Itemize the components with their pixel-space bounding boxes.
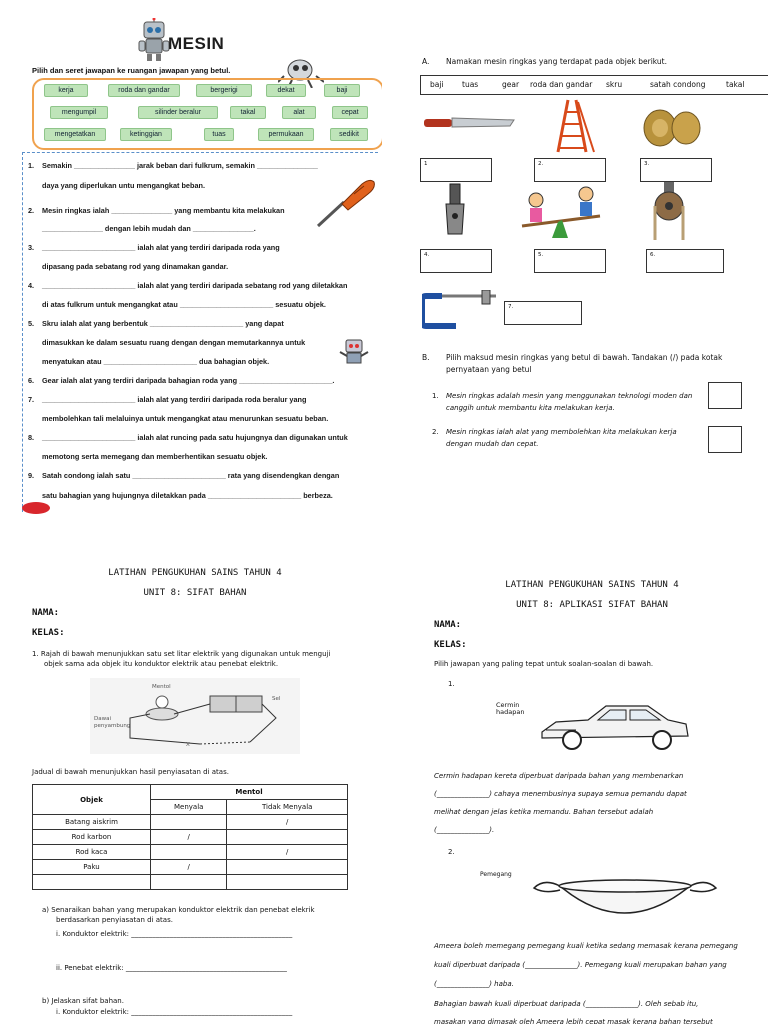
doorknob-icon	[642, 104, 704, 150]
table-row	[33, 875, 348, 890]
word-chip[interactable]: mengumpil	[50, 106, 108, 119]
instruction-text: Pilih dan seret jawapan ke ruangan jawapan yang betul.	[32, 66, 231, 75]
table-caption: Jadual di bawah menunjukkan hasil penyiasatan di atas.	[32, 768, 229, 776]
question-line: dimasukkan ke dalam sesuatu ruang dengan dengan memutarkannya untuk	[42, 338, 306, 347]
answer-box[interactable]: 6.	[646, 249, 724, 273]
can-opener-icon	[442, 182, 468, 240]
header-mentol: Mentol	[151, 785, 348, 800]
section-a-instruction: Namakan mesin ringkas yang terdapat pada objek berikut.	[446, 57, 667, 66]
section-a-label: A.	[422, 57, 430, 66]
unit-title: UNIT 8: APLIKASI SIFAT BAHAN	[516, 600, 668, 610]
table-cell	[227, 830, 348, 845]
table-row	[33, 845, 348, 860]
table-cell: Batang aiskrim	[33, 815, 151, 830]
word-chip[interactable]: kerja	[44, 84, 88, 97]
word-chip[interactable]: tuas	[204, 128, 234, 141]
question-text: b) Jelaskan sifat bahan.	[42, 997, 124, 1005]
answer-line[interactable]: ii. Penebat elektrik: ______________________________________________	[56, 964, 287, 972]
diagram-label-mentol: Mentol	[152, 684, 171, 690]
table-row	[33, 860, 348, 875]
decoration-icon	[20, 500, 52, 516]
word-chip[interactable]: silinder beralur	[138, 106, 218, 119]
paragraph-line: (_______________) haba.	[434, 980, 514, 988]
page-title: MESIN	[168, 34, 225, 53]
table-cell	[151, 845, 227, 860]
diagram-label-dawai: Dawai	[94, 716, 112, 722]
question-line: 4. _______________________ ialah alat yang terdiri daripada sebatang rod yang diletakkan	[28, 281, 348, 290]
word-chip[interactable]: dekat	[266, 84, 306, 97]
worksheet-sifat-bahan	[18, 556, 372, 1024]
question-line: _______________ dengan lebih mudah dan _______________.	[42, 224, 256, 233]
tick-box[interactable]	[708, 382, 742, 409]
question-line: dipasang pada sebatang rod yang dinamakan gandar.	[42, 262, 229, 271]
ladder-icon	[554, 98, 596, 154]
paragraph-line: (_______________).	[434, 826, 495, 834]
paragraph-line: kuali diperbuat daripada (_______________). Pemegang kuali merupakan bahan yang	[434, 961, 727, 969]
nama-label: NAMA:	[32, 608, 60, 618]
section-b-instruction: Pilih maksud mesin ringkas yang betul di bawah. Tandakan (/) pada kotak	[446, 353, 723, 362]
paragraph-line: masakan yang dimasak oleh Ameera lebih cepat masak kerana bahan tersebut	[434, 1018, 713, 1024]
table-row	[33, 830, 348, 845]
paragraph-line: melihat dengan jelas ketika memandu. Bahan tersebut adalah	[434, 808, 654, 816]
table-cell: /	[151, 860, 227, 875]
table-cell	[151, 875, 227, 890]
word-row-item: roda dan gandar	[530, 80, 593, 89]
table-cell	[151, 815, 227, 830]
circuit-diagram	[90, 678, 300, 754]
statement-number: 1.	[432, 392, 439, 400]
word-chip[interactable]: sedikit	[330, 128, 368, 141]
answer-box[interactable]: 2.	[534, 158, 606, 182]
word-chip[interactable]: mengetatkan	[44, 128, 106, 141]
statement-number: 2.	[432, 428, 439, 436]
car-label: hadapan	[496, 708, 525, 716]
word-row-item: satah condong	[650, 80, 706, 89]
kelas-label: KELAS:	[32, 628, 65, 638]
question-number: 1.	[448, 680, 455, 688]
statement-text: Mesin ringkas adalah mesin yang menggunakan teknologi moden dan	[446, 392, 693, 400]
answer-line[interactable]: i. Konduktor elektrik: ______________________________________________	[56, 1008, 293, 1016]
question-line: memotong serta memegang dan memberhentikan sesuatu objek.	[42, 452, 268, 461]
question-line: 7. _______________________ ialah alat yang terdiri daripada roda beralur yang	[28, 395, 307, 404]
section-b-instruction: pernyataan yang betul	[446, 365, 532, 374]
word-chip[interactable]: ketinggian	[120, 128, 172, 141]
worksheet-mesin-ringkas	[406, 30, 768, 500]
statement-text: canggih untuk membantu kita melakukan kerja.	[446, 404, 615, 412]
header-objek: Objek	[33, 785, 151, 815]
unit-title: UNIT 8: SIFAT BAHAN	[143, 588, 247, 598]
word-row-item: gear	[502, 80, 520, 89]
word-chip[interactable]: roda dan gandar	[108, 84, 180, 97]
header-menyala: Menyala	[151, 800, 227, 815]
tick-box[interactable]	[708, 426, 742, 453]
question-line: 6. Gear ialah alat yang terdiri daripada bahagian roda yang _______________________.	[28, 376, 335, 385]
word-chip[interactable]: baji	[324, 84, 360, 97]
sheet-title: LATIHAN PENGUKUHAN SAINS TAHUN 4	[108, 568, 282, 578]
paragraph-line: Bahagian bawah kuali diperbuat daripada (_______________). Oleh sebab itu,	[434, 1000, 699, 1008]
word-chip[interactable]: bergerigi	[196, 84, 252, 97]
question-text: berdasarkan penyiasatan di atas.	[56, 916, 173, 924]
section-b-label: B.	[422, 353, 430, 362]
statement-text: dengan mudah dan cepat.	[446, 440, 539, 448]
header-tidak-menyala: Tidak Menyala	[227, 800, 348, 815]
answer-box[interactable]: 5.	[534, 249, 606, 273]
word-chip[interactable]: takal	[230, 106, 266, 119]
answer-box[interactable]: 1	[420, 158, 492, 182]
word-row-item: skru	[606, 80, 623, 89]
car-label: Cermin	[496, 701, 520, 709]
diagram-label-penyambung: penyambung	[94, 723, 131, 729]
question-line: 5. Skru ialah alat yang berbentuk _______________________ yang dapat	[28, 319, 284, 328]
question-line: 1. Semakin _______________ jarak beban dari fulkrum, semakin _______________	[28, 161, 318, 170]
table-cell: Rod karbon	[33, 830, 151, 845]
question-number: 2.	[448, 848, 455, 856]
table-cell: /	[151, 830, 227, 845]
instruction-text: Pilih jawapan yang paling tepat untuk soalan-soalan di bawah.	[434, 660, 654, 668]
word-chip[interactable]: permukaan	[258, 128, 314, 141]
statement-text: Mesin ringkas ialah alat yang membolehkan kita melakukan kerja	[446, 428, 677, 436]
question-line: 2. Mesin ringkas ialah _______________ yang membantu kita melakukan	[28, 206, 285, 215]
word-row-item: takal	[726, 80, 745, 89]
answer-box[interactable]: 3.	[640, 158, 712, 182]
table-row	[33, 815, 348, 830]
table-cell	[227, 875, 348, 890]
question-line: 8. _______________________ ialah alat runcing pada satu hujungnya dan digunakan untuk	[28, 433, 348, 442]
table-cell: Rod kaca	[33, 845, 151, 860]
kelas-label: KELAS:	[434, 640, 467, 650]
table-cell: /	[227, 845, 348, 860]
clamp-icon	[422, 290, 500, 332]
worksheet-aplikasi-sifat-bahan	[420, 560, 764, 1024]
pulley-icon	[644, 182, 696, 242]
robot-mascot-icon	[136, 18, 172, 62]
question-line: di atas fulkrum untuk mengangkat atau _______________________ sesuatu objek.	[42, 300, 326, 309]
sheet-title: LATIHAN PENGUKUHAN SAINS TAHUN 4	[505, 580, 679, 590]
table-cell: Paku	[33, 860, 151, 875]
knife-icon	[422, 112, 516, 132]
worksheet-mesin	[18, 14, 382, 522]
word-row-item: tuas	[462, 80, 479, 89]
answer-line[interactable]: i. Konduktor elektrik: ______________________________________________	[56, 930, 293, 938]
question-text: a) Senaraikan bahan yang merupakan konduktor elektrik dan penebat elekrik	[42, 906, 315, 914]
question-text: 1. Rajah di bawah menunjukkan satu set litar elektrik yang digunakan untuk menguji	[32, 650, 331, 658]
robot-icon	[338, 336, 370, 368]
word-chip[interactable]: cepat	[332, 106, 368, 119]
car-icon	[536, 694, 692, 754]
question-line: membolehkan tali melaluinya untuk mengangkat atau menurunkan sesuatu beban.	[42, 414, 329, 423]
wok-icon	[530, 870, 720, 928]
question-line: 9. Satah condong ialah satu _______________________ rata yang disendengkan dengan	[28, 471, 340, 480]
question-line: satu bahagian yang hujungnya diletakkan pada _______________________ berbeza.	[42, 491, 333, 500]
result-table	[32, 784, 348, 890]
paragraph-line: Ameera boleh memegang pemegang kuali ketika sedang memasak kerana pemegang	[434, 942, 738, 950]
diagram-label-x: X	[186, 742, 190, 748]
diagram-label-sel: Sel	[272, 696, 281, 702]
question-text: objek sama ada objek itu konduktor elektrik atau penebat elektrik.	[44, 660, 279, 668]
word-row-item: baji	[430, 80, 444, 89]
paragraph-line: Cermin hadapan kereta diperbuat daripada bahan yang membenarkan	[434, 772, 684, 780]
question-line: 3. _______________________ ialah alat yang terdiri daripada roda yang	[28, 243, 280, 252]
paragraph-line: (_______________) cahaya menembusinya supaya semua pemandu dapat	[434, 790, 687, 798]
word-chip[interactable]: alat	[282, 106, 316, 119]
table-cell	[33, 875, 151, 890]
question-line: daya yang diperlukan untu mengangkat beban.	[42, 181, 205, 190]
answer-box[interactable]: 4.	[420, 249, 492, 273]
table-cell	[227, 860, 348, 875]
table-cell: /	[227, 815, 348, 830]
nama-label: NAMA:	[434, 620, 462, 630]
question-line: menyatukan atau _______________________ dua bahagian objek.	[42, 357, 270, 366]
screwdriver-icon	[314, 174, 376, 230]
wok-label: Pemegang	[480, 871, 512, 878]
seesaw-icon	[516, 182, 606, 240]
answer-box[interactable]: 7.	[504, 301, 582, 325]
